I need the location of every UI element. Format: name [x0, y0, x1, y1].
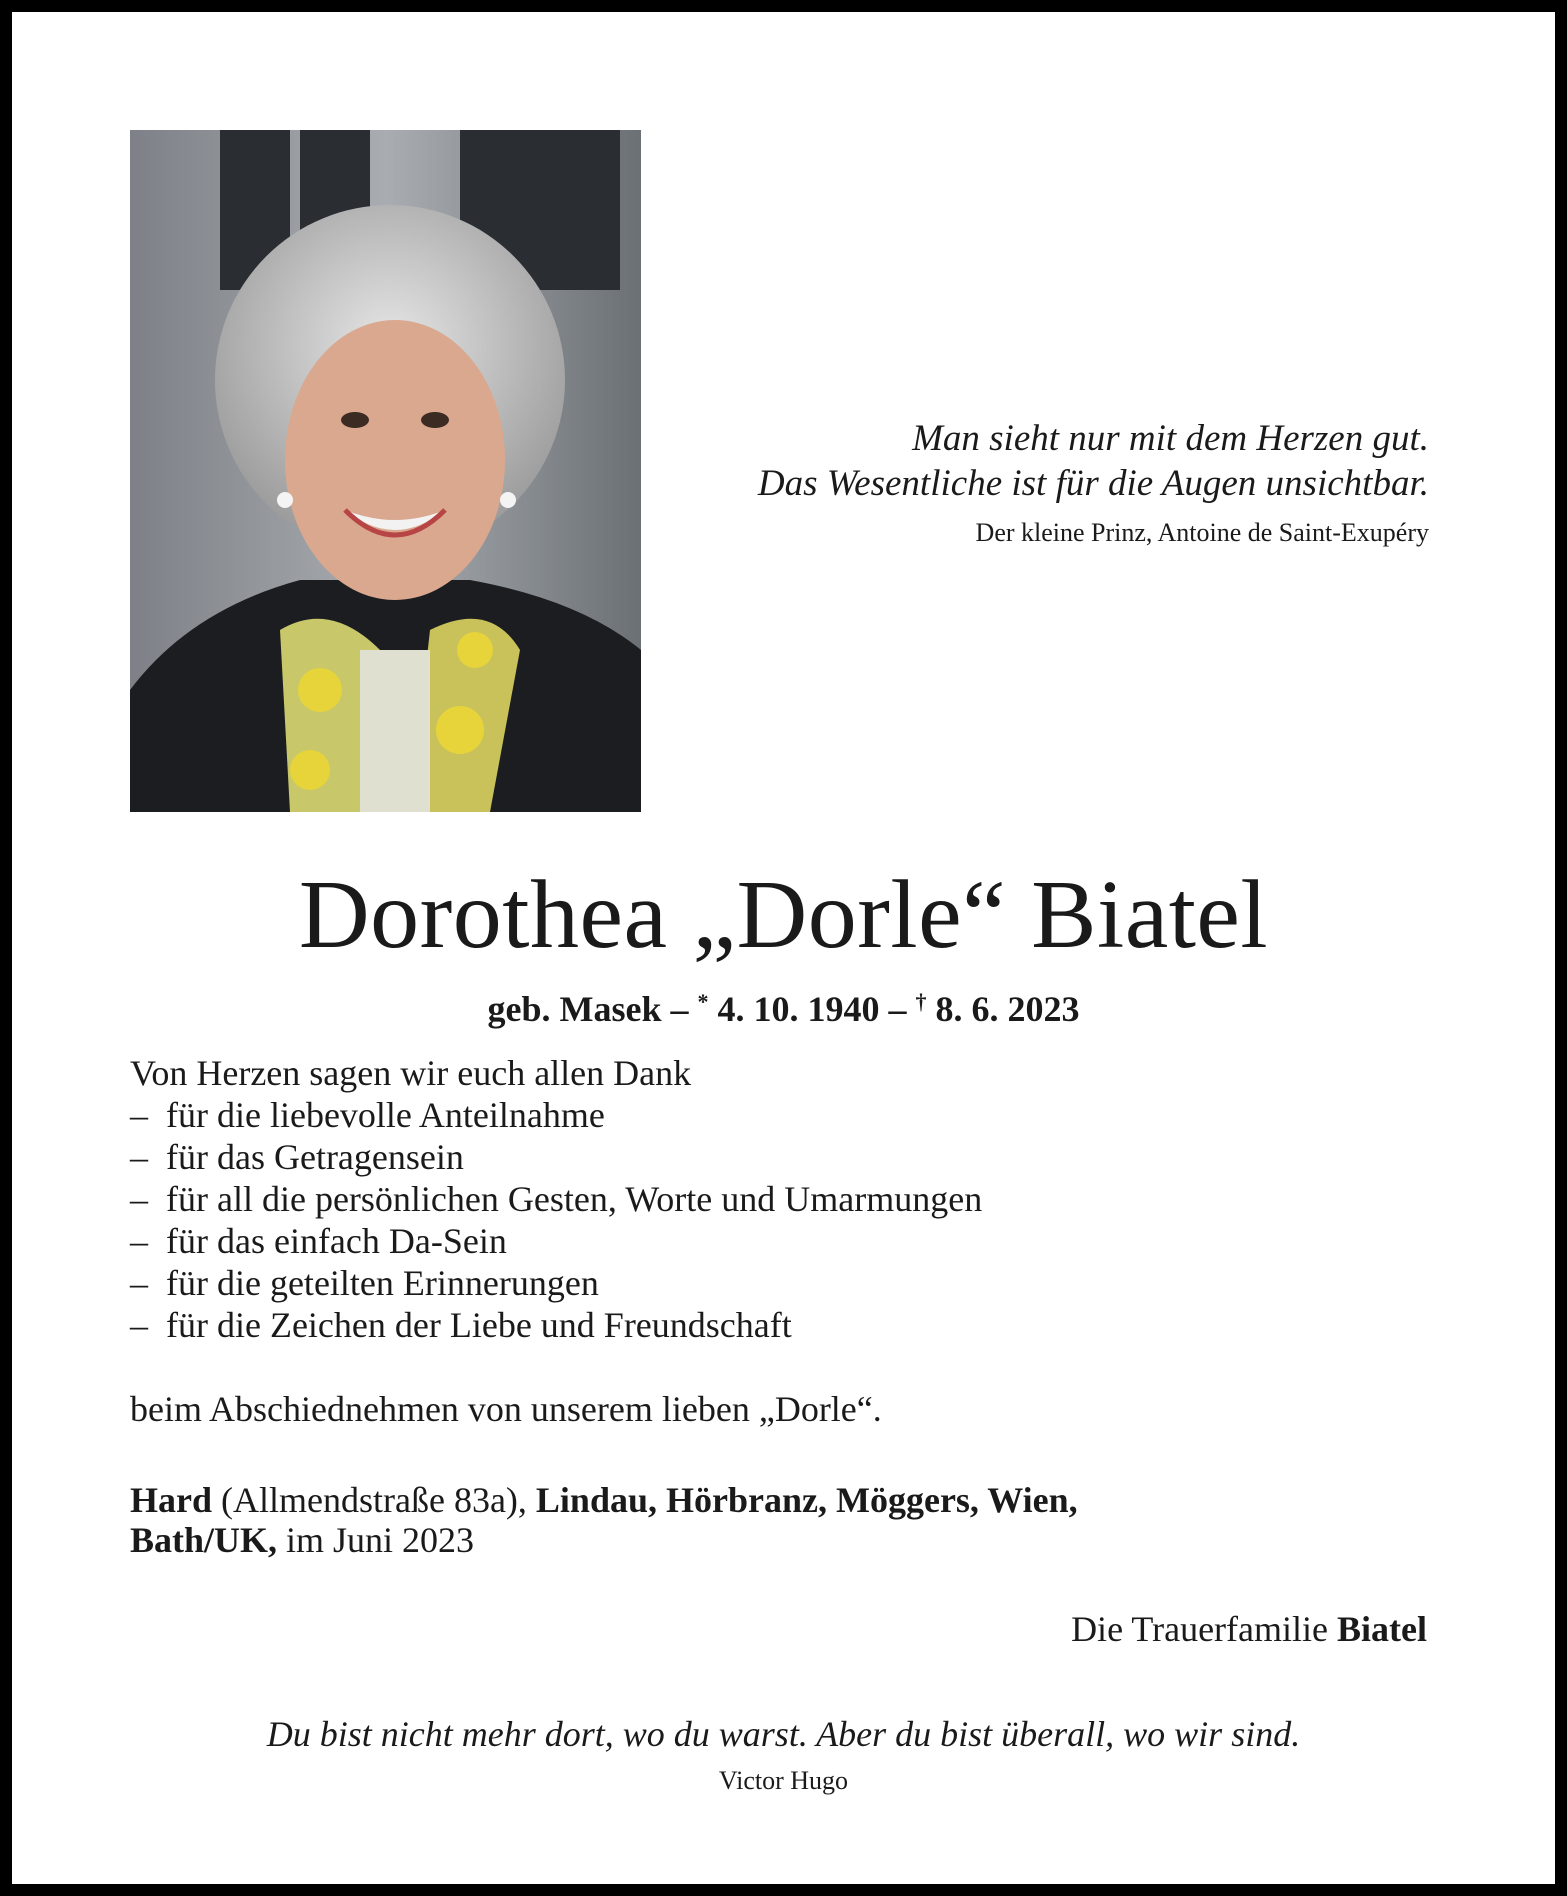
death-symbol: †	[915, 989, 927, 1014]
list-item-text: für die Zeichen der Liebe und Freundschaft	[166, 1305, 792, 1345]
list-item	[130, 1094, 1450, 1136]
quote-top-line-1: Man sieht nur mit dem Herzen gut.	[912, 418, 1429, 459]
list-item-text: für all die persönlichen Gesten, Worte und Umarmungen	[166, 1179, 983, 1219]
place-date: im Juni 2023	[277, 1520, 475, 1560]
quote-top-line-2: Das Wesentliche ist für die Augen unsichtbar.	[757, 463, 1429, 504]
list-item-text: für das einfach Da-Sein	[166, 1221, 507, 1261]
dash: –	[130, 1305, 148, 1345]
places-and-date	[130, 1480, 1230, 1560]
list-item	[130, 1220, 1450, 1262]
quote-top	[609, 416, 1429, 548]
list-item	[130, 1262, 1450, 1304]
dash: –	[130, 1263, 148, 1303]
obituary-page	[12, 12, 1555, 1884]
place-address: (Allmendstraße 83a),	[212, 1480, 536, 1520]
birth-symbol: *	[697, 989, 709, 1014]
dash: –	[130, 1095, 148, 1135]
place-hard: Hard	[130, 1480, 213, 1520]
birth-name: geb. Masek	[487, 989, 662, 1029]
dash: –	[130, 1179, 148, 1219]
place-towns: Lindau, Hörbranz, Möggers, Wien,	[535, 1480, 1078, 1520]
quote-bottom-line: Du bist nicht mehr dort, wo du warst. Aber du bist überall, wo wir sind.	[266, 1714, 1301, 1754]
deceased-name: Dorothea „Dorle“ Biatel	[298, 861, 1269, 969]
death-date: 8. 6. 2023	[926, 989, 1080, 1029]
dash: –	[130, 1221, 148, 1261]
list-item	[130, 1136, 1450, 1178]
list-item	[130, 1178, 1450, 1220]
thanks-text	[130, 1052, 1450, 1466]
thanks-closing: beim Abschiednehmen von unserem lieben „Dorle“.	[130, 1389, 882, 1429]
list-item-text: für die liebevolle Anteilnahme	[166, 1095, 605, 1135]
signature-prefix: Die Trauerfamilie	[1071, 1609, 1338, 1649]
family-signature	[1071, 1608, 1427, 1650]
life-dates	[12, 980, 1555, 1031]
portrait-illustration	[130, 130, 641, 812]
birth-date: 4. 10. 1940	[708, 989, 880, 1029]
list-item	[130, 1304, 1450, 1346]
separator-1: –	[661, 989, 698, 1029]
portrait-photo	[130, 130, 641, 812]
thanks-list	[130, 1094, 1450, 1346]
quote-bottom-source: Victor Hugo	[718, 1766, 849, 1795]
dash: –	[130, 1137, 148, 1177]
quote-top-source: Der kleine Prinz, Antoine de Saint-Exupéry	[975, 518, 1429, 547]
separator-2: –	[879, 989, 916, 1029]
place-bath: Bath/UK,	[130, 1520, 278, 1560]
quote-bottom	[12, 1712, 1555, 1796]
list-item-text: für das Getragensein	[166, 1137, 464, 1177]
list-item-text: für die geteilten Erinnerungen	[166, 1263, 599, 1303]
family-name: Biatel	[1337, 1609, 1427, 1649]
thanks-intro: Von Herzen sagen wir euch allen Dank	[130, 1053, 692, 1093]
